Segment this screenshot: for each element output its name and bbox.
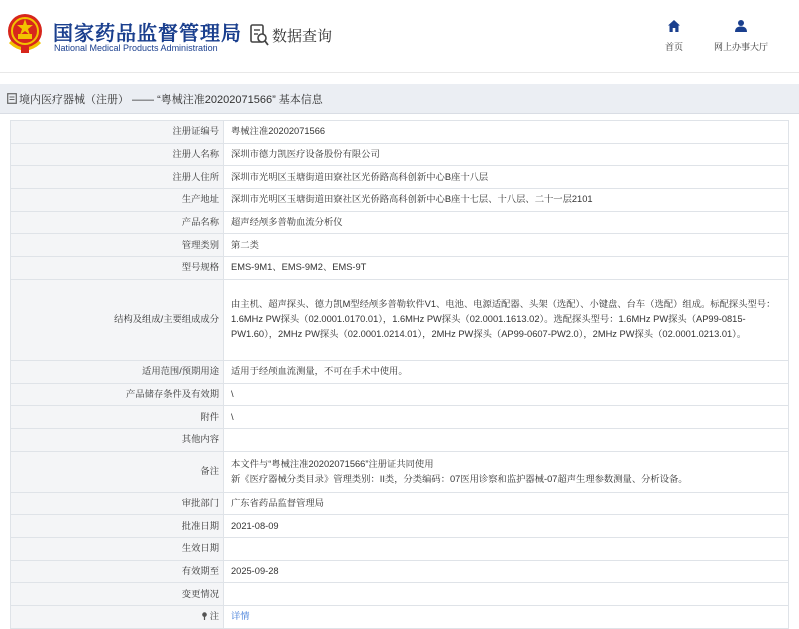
field-label: 产品名称 bbox=[11, 211, 224, 234]
nav-online-hall[interactable] bbox=[714, 19, 768, 53]
field-value: 深圳市光明区玉塘街道田寮社区光侨路高科创新中心B座十八层 bbox=[224, 166, 789, 189]
table-row bbox=[11, 166, 789, 189]
field-value: 第二类 bbox=[224, 234, 789, 257]
field-value: 由主机、超声探头、德力凯M型经颅多普勒软件V1、电池、电源适配器、头架（选配）、小键盘、台车（选配）组成。标配探头型号： 1.6MHz PW探头（02.0001.0170.01），1.6MHz PW探头（02.0001.1613.02）。选配探头型号：1.6MHz PW探头（AP99-0815-PW1.60），2MHz PW探头（02.0001.0214.01），2MHz PW探头（AP99-0607-PW2.0），2MHz PW探头（02.0001.0213.01）。 bbox=[224, 279, 789, 360]
table-row bbox=[11, 257, 789, 280]
table-row bbox=[11, 360, 789, 383]
field-label: 变更情况 bbox=[11, 583, 224, 606]
table-row bbox=[11, 492, 789, 515]
detail-table bbox=[10, 120, 789, 629]
field-value: \ bbox=[224, 383, 789, 406]
field-label: 型号规格 bbox=[11, 257, 224, 280]
field-label: 附件 bbox=[11, 406, 224, 429]
details-link[interactable]: 详情 bbox=[231, 611, 250, 622]
field-value: \ bbox=[224, 406, 789, 429]
field-value: 深圳市德力凯医疗设备股份有限公司 bbox=[224, 143, 789, 166]
table-row bbox=[11, 560, 789, 583]
site-title-cn[interactable]: 国家药品监督管理局 bbox=[53, 23, 242, 45]
table-row bbox=[11, 121, 789, 144]
field-value: 广东省药品监督管理局 bbox=[224, 492, 789, 515]
note-label: 注 bbox=[209, 611, 219, 622]
field-label: 管理类别 bbox=[11, 234, 224, 257]
remark-line-2: 新《医疗器械分类目录》管理类别：II类，分类编码：07医用诊察和监护器械-07超声生理参数测量、分析设备。 bbox=[231, 473, 688, 484]
table-row bbox=[11, 451, 789, 492]
field-label: 备注 bbox=[11, 451, 224, 492]
field-value: 2021-08-09 bbox=[224, 515, 789, 538]
table-row bbox=[11, 143, 789, 166]
field-label: 有效期至 bbox=[11, 560, 224, 583]
pin-icon bbox=[201, 612, 208, 620]
field-label: 注册证编号 bbox=[11, 121, 224, 144]
nav-online-hall-label: 网上办事大厅 bbox=[714, 42, 769, 52]
field-label: 生效日期 bbox=[11, 537, 224, 560]
table-row bbox=[11, 406, 789, 429]
field-label: 注册人住所 bbox=[11, 166, 224, 189]
table-row bbox=[11, 234, 789, 257]
field-value: 适用于经颅血流测量，不可在手术中使用。 bbox=[224, 360, 789, 383]
field-label: 产品储存条件及有效期 bbox=[11, 383, 224, 406]
table-row bbox=[11, 211, 789, 234]
table-row bbox=[11, 606, 789, 629]
field-label: 批准日期 bbox=[11, 515, 224, 538]
field-value: 粤械注准20202071566 bbox=[224, 121, 789, 144]
field-value: 深圳市光明区玉塘街道田寮社区光侨路高科创新中心B座十七层、十八层、二十一层2101 bbox=[224, 189, 789, 212]
table-row bbox=[11, 537, 789, 560]
field-label: 其他内容 bbox=[11, 428, 224, 451]
field-value: EMS-9M1、EMS-9M2、EMS-9T bbox=[224, 257, 789, 280]
data-query-label: 数据查询 bbox=[272, 27, 333, 45]
field-value: 2025-09-28 bbox=[224, 560, 789, 583]
field-label: 生产地址 bbox=[11, 189, 224, 212]
field-value bbox=[224, 537, 789, 560]
field-value bbox=[224, 428, 789, 451]
nav-home[interactable] bbox=[665, 19, 683, 53]
table-row bbox=[11, 583, 789, 606]
table-row bbox=[11, 189, 789, 212]
nav-home-label: 首页 bbox=[665, 42, 684, 52]
user-icon bbox=[734, 19, 748, 33]
field-label: 审批部门 bbox=[11, 492, 224, 515]
national-emblem-icon bbox=[6, 12, 44, 56]
field-value bbox=[224, 583, 789, 606]
document-search-icon bbox=[250, 24, 269, 46]
table-row bbox=[11, 279, 789, 360]
site-header bbox=[0, 0, 799, 73]
field-label: 注册人名称 bbox=[11, 143, 224, 166]
remark-line-1: 本文件与“粤械注准20202071566”注册证共同使用 bbox=[231, 458, 434, 469]
field-value bbox=[224, 451, 789, 492]
record-title-bar bbox=[0, 84, 799, 114]
table-row bbox=[11, 383, 789, 406]
table-row bbox=[11, 428, 789, 451]
field-label: 适用范围/预期用途 bbox=[11, 360, 224, 383]
home-icon bbox=[667, 19, 681, 33]
data-query-link[interactable] bbox=[250, 24, 332, 46]
field-value bbox=[224, 606, 789, 629]
site-title-en: National Medical Products Administration bbox=[54, 43, 218, 53]
table-row bbox=[11, 515, 789, 538]
field-value: 超声经颅多普勒血流分析仪 bbox=[224, 211, 789, 234]
field-label-note bbox=[11, 606, 224, 629]
field-label: 结构及组成/主要组成成分 bbox=[11, 279, 224, 360]
document-icon bbox=[7, 93, 17, 104]
record-title: 境内医疗器械（注册） —— “粤械注准20202071566” 基本信息 bbox=[19, 94, 323, 106]
